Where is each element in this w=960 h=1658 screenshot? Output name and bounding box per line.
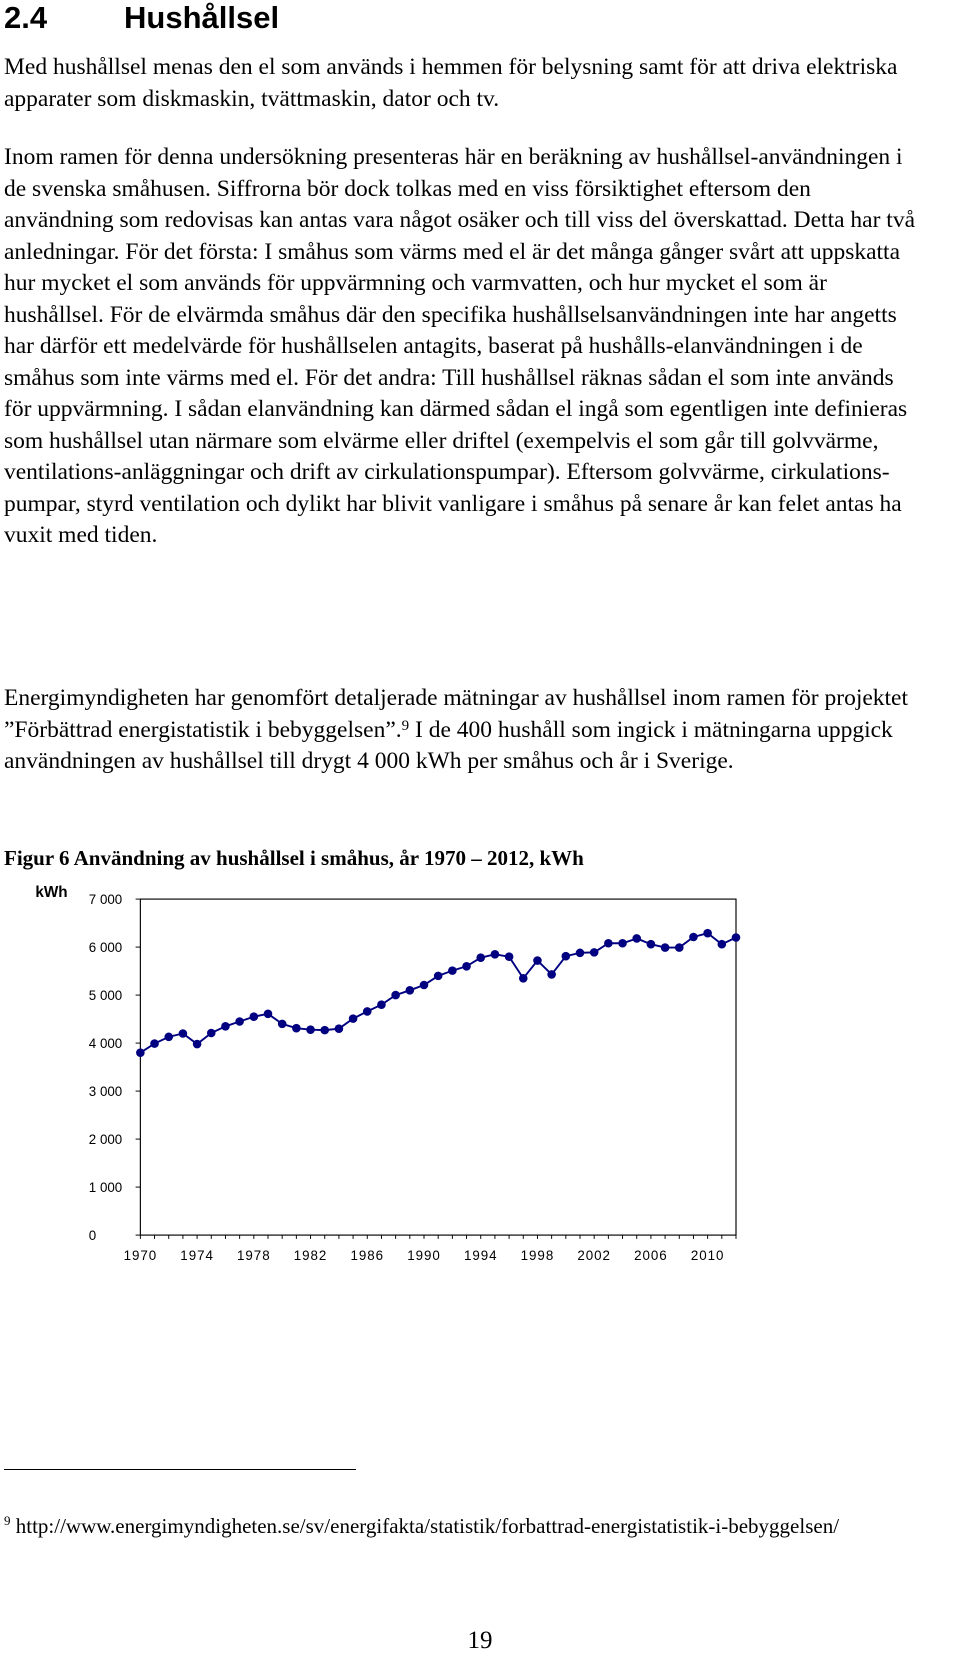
data-point <box>221 1022 230 1031</box>
x-tick-label: 2010 <box>690 1247 725 1263</box>
x-tick-label: 2002 <box>577 1247 611 1263</box>
y-axis-label: kWh <box>35 884 68 902</box>
chart-axes <box>140 899 736 1235</box>
data-point <box>519 974 528 983</box>
data-point <box>391 991 400 1000</box>
paragraph-measurements-text-end: I de 400 hushåll som ingick i mätningarna uppgick användningen av hushållsel till drygt 4 000 kWh per småhus och år i Sverige. <box>4 716 893 774</box>
data-point <box>732 933 741 942</box>
data-point <box>533 956 542 965</box>
data-point <box>675 943 684 952</box>
data-point <box>590 948 599 957</box>
paragraph-definition: Med hushållsel menas den el som används i hemmen för belysning samt för att driva elektriska apparater som diskmaskin, tvättmaskin, dator och tv. <box>4 54 898 112</box>
y-tick-label: 5 000 <box>88 987 123 1003</box>
data-point <box>505 952 514 961</box>
x-axis-ticks <box>124 1235 736 1263</box>
y-tick-label: 4 000 <box>88 1035 123 1051</box>
paragraph-method: Inom ramen för denna undersökning presenteras här en beräkning av hushållsel-användningen i de svenska småhusen. Siffrorna bör dock tolkas med en viss försiktighet eftersom den användning som redovisas kan antas vara något osäker och till viss del överskattad. Detta har två anledningar. För det första: I småhus som värms med el är det många gånger svårt att uppskatta hur mycket el som används för uppvärmning och varmvatten, och hur mycket el som är hushållsel. För de elvärmda småhus där den specifika hushållselsanvändningen inte har angetts har därför ett medelvärde för hushållselen antagits, baserat på hushålls-elanvändningen i de småhus som inte värms med el. För det andra: Till hushållsel räknas sådan el som inte används för uppvärmning. I sådan elanvändning kan därmed sådan el ingå som egentligen inte definieras som hushållsel utan närmare som elvärme eller driftel (exempelvis el som går till golvvärme, ventilations-anläggningar och drift av cirkulationspumpar). Eftersom golvvärme, cirkulations-pumpar, styrd ventilation och dylikt har blivit vanligare i småhus på senare år kan felet antas ha vuxit med tiden. <box>4 144 916 548</box>
y-axis-ticks <box>89 892 141 1243</box>
data-point <box>647 940 656 949</box>
data-point <box>420 981 429 990</box>
data-point <box>320 1026 329 1035</box>
data-point <box>689 933 698 942</box>
data-point <box>264 1010 273 1019</box>
data-point <box>462 962 471 971</box>
data-point <box>207 1029 216 1038</box>
x-tick-label: 1986 <box>350 1247 385 1263</box>
y-tick-label: 7 000 <box>88 891 123 907</box>
data-point <box>250 1012 259 1021</box>
data-point <box>136 1048 145 1057</box>
data-point <box>562 952 571 961</box>
section-title: Hushållsel <box>124 0 280 35</box>
data-point <box>179 1029 188 1038</box>
page-number: 19 <box>467 1627 493 1654</box>
x-tick-label: 1998 <box>520 1247 555 1263</box>
data-point <box>164 1033 173 1042</box>
section-heading <box>4 0 279 36</box>
data-point <box>476 953 485 962</box>
data-point <box>377 1000 386 1009</box>
data-point <box>278 1020 287 1029</box>
figure-caption: Figur 6 Användning av hushållsel i småhus, år 1970 – 2012, kWh <box>4 846 584 870</box>
data-point <box>434 972 443 981</box>
data-point <box>292 1024 301 1033</box>
y-tick-label: 3 000 <box>88 1083 123 1099</box>
x-tick-label: 1982 <box>293 1247 328 1263</box>
data-point <box>576 949 585 958</box>
x-tick-label: 2006 <box>634 1247 668 1263</box>
data-point <box>604 939 613 948</box>
x-tick-label: 1978 <box>237 1247 271 1263</box>
data-point <box>306 1025 315 1034</box>
y-tick-label: 1 000 <box>88 1179 123 1195</box>
footnote-separator <box>4 1469 356 1470</box>
paragraph-measurements-text: Energimyndigheten har genomfört detaljerade mätningar av hushållsel inom ramen för projektet ”Förbättrad energistatistik i bebyggelsen”. <box>4 685 909 743</box>
plot-area-frame <box>140 899 736 1235</box>
data-point <box>547 970 556 979</box>
data-point <box>406 986 415 995</box>
y-tick-label: 0 <box>88 1227 97 1243</box>
household-electricity-chart <box>0 880 800 1300</box>
data-point <box>193 1040 202 1049</box>
footnote-number: 9 <box>4 1513 11 1528</box>
section-number: 2.4 <box>4 0 48 35</box>
x-tick-label: 1990 <box>407 1247 441 1263</box>
series-line <box>140 933 736 1053</box>
x-tick-label: 1994 <box>463 1247 498 1263</box>
footnote-link[interactable]: http://www.energimyndigheten.se/sv/energifakta/statistik/forbattrad-energistatistik-i-bebyggelsen/ <box>15 1514 840 1538</box>
data-point <box>661 943 670 952</box>
data-point <box>335 1024 344 1033</box>
data-point <box>703 929 712 938</box>
footnote <box>4 1512 914 1541</box>
chart-series <box>136 929 740 1057</box>
data-point <box>491 950 500 959</box>
y-tick-label: 2 000 <box>88 1131 123 1147</box>
y-tick-label: 6 000 <box>88 939 123 955</box>
x-tick-label: 1970 <box>123 1247 158 1263</box>
data-point <box>235 1017 244 1026</box>
data-point <box>718 940 727 949</box>
paragraph-measurements <box>4 683 924 778</box>
x-tick-label: 1974 <box>180 1247 214 1263</box>
data-point <box>632 934 641 943</box>
data-point <box>363 1007 372 1016</box>
data-point <box>618 939 627 948</box>
data-point <box>349 1014 358 1023</box>
data-point <box>448 966 457 975</box>
data-point <box>150 1039 159 1048</box>
footnote-reference[interactable]: 9 <box>401 717 410 734</box>
